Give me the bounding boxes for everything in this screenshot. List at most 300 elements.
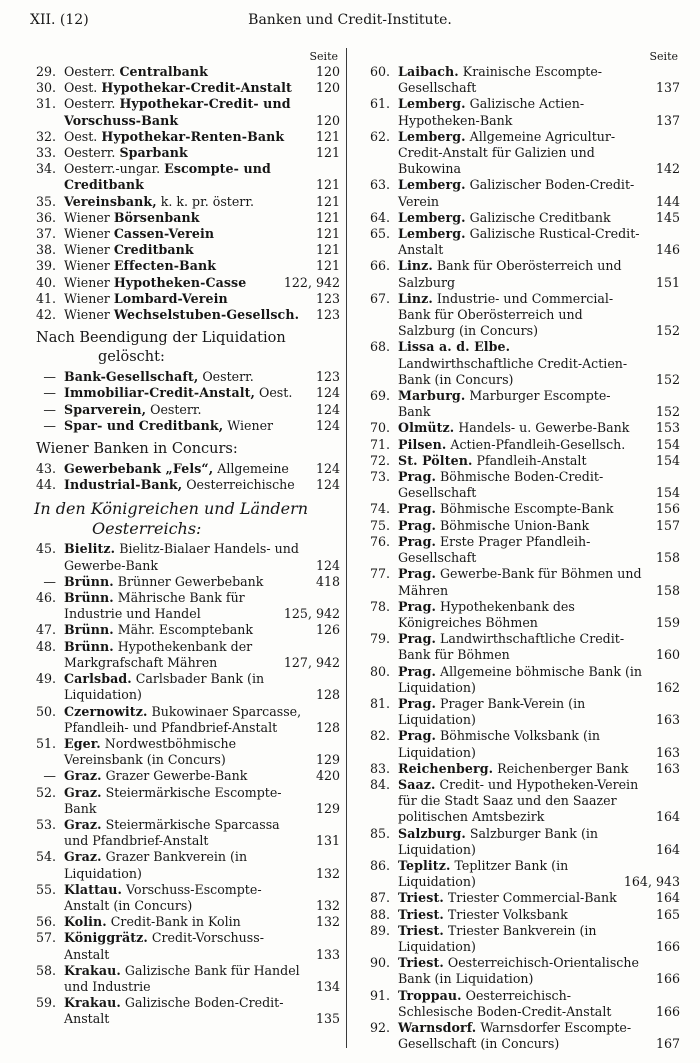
entry-description: Krainische Escompte-Gesellschaft [398,64,603,96]
entry-page-ref: 120 [315,80,340,96]
entry-text [64,161,302,193]
index-entry [358,826,680,858]
entry-page-ref: 121 [315,242,340,258]
entry-name: Creditbank [113,242,194,258]
section-heading-concurs: Wiener Banken in Concurs: [36,441,238,458]
index-entry [358,420,680,436]
entry-text [398,258,642,290]
entry-name: Prag. [398,598,436,614]
entry-page-ref: 151 [655,274,680,290]
entry-text [64,914,302,930]
entry-page-ref: 133 [315,946,340,962]
entry-number: 54. [35,849,56,865]
entry-page-ref: 121 [315,209,340,225]
entry-number: 39. [35,258,56,274]
entry-number: 34. [35,161,56,177]
entry-page-ref: 132 [315,865,340,881]
index-entry [24,914,340,930]
entry-number: 36. [35,209,56,225]
entry-number: 58. [35,962,56,978]
index-entry [24,258,340,274]
entry-page-ref: 162 [655,679,680,695]
index-entry [358,291,680,340]
entry-name: Teplitz. [398,857,451,873]
entry-name: Hypotheken-Casse [113,274,247,290]
index-entry [24,242,340,258]
entry-page-ref: 158 [655,550,680,566]
entry-text [398,664,642,696]
index-entry [24,785,340,817]
index-entry [358,129,680,178]
entry-text [398,599,642,631]
entry-text [398,210,642,226]
index-entry [358,177,680,209]
entry-text [64,385,302,401]
entry-number: 67. [369,290,390,306]
entry-number: 48. [35,638,56,654]
left-column [24,50,340,1028]
entry-description: Erste Prager Pfandleih-Gesellschaft [398,533,591,566]
entry-name: Czernowitz. [64,703,148,719]
index-entry [358,534,680,566]
entry-text [64,671,302,703]
index-entry [358,890,680,906]
entry-name: Olmütz. [398,420,455,436]
entry-number: 68. [369,339,390,355]
index-entry [358,226,680,258]
entry-number: 57. [35,930,56,946]
entry-description: Steiermärkische Sparcassa und Pfandbrief-Anstalt [64,816,280,849]
entry-text [398,631,642,663]
entry-prefix: Wiener [64,258,110,274]
entry-text [64,930,302,962]
index-entry [24,930,340,962]
entry-page-ref: 144 [655,193,680,209]
seite-label: Seite [309,50,338,63]
index-entry [24,96,340,128]
entry-page-ref: 127, 942 [283,654,340,670]
index-entry [358,388,680,420]
entry-text [64,736,302,768]
entry-prefix: Oesterr. [64,64,116,79]
entry-text [398,826,642,858]
entry-prefix: Wiener [64,209,110,225]
entry-text [398,518,642,534]
entry-name: Bielitz. [64,541,116,557]
index-entry [24,194,340,210]
entry-page-ref: 128 [315,687,340,703]
entry-prefix: Oest. [64,128,98,144]
entry-number: 30. [35,80,56,96]
entry-text [398,420,642,436]
entry-name: Graz. [64,784,102,800]
entry-name: Cassen-Verein [113,226,215,242]
entry-page-ref: 164 [655,809,680,825]
entry-name: Pilsen. [398,436,447,452]
entry-name: Sparverein, [64,401,147,417]
entry-text [398,858,614,890]
entry-name: Vereinsbank, [64,193,157,209]
index-entry [24,768,340,784]
entry-description: Landwirthschaftliche Credit-Actien-Bank (in Concurs) [398,355,628,387]
entry-description: Warnsdorfer Escompte-Gesellschaft (in Concurs) [398,1019,632,1052]
entry-description: Böhmische Boden-Credit-Gesellschaft [398,469,604,501]
entry-name: Brünn. [64,638,114,654]
index-entry [358,339,680,388]
entry-text [64,291,302,307]
entry-text [398,728,642,760]
entry-description: Landwirthschaftliche Credit-Bank für Böhmen [398,631,625,663]
entry-description: Allgemeine böhmische Bank (in Liquidation) [398,663,643,695]
entry-text [398,177,642,209]
entry-page-ref: 132 [315,914,340,930]
entry-number: 46. [35,590,56,606]
entry-text [64,590,274,622]
entry-list-a [24,64,340,323]
entry-name: Saaz. [398,776,436,792]
entry-text [64,768,302,784]
entry-number: — [43,768,56,784]
index-entry [358,258,680,290]
entry-number: 60. [369,64,390,79]
index-entry [358,988,680,1020]
entry-description: Reichenberger Bank [497,760,629,776]
index-entry [358,777,680,826]
entry-page-ref: 134 [315,978,340,994]
entry-name: Graz. [64,816,102,832]
entry-text [64,963,302,995]
entry-number: 73. [369,469,390,485]
entry-page-ref: 121 [315,258,340,274]
entry-name: Sparbank [119,145,188,161]
entry-description: Hypothekenbank der Markgrafschaft Mähren [64,638,253,670]
entry-name: Carlsbad. [64,671,132,687]
index-entry [24,849,340,881]
entry-page-ref: 153 [655,420,680,436]
entry-number: 51. [35,735,56,751]
entry-description: Mähr. Escomptebank [117,622,254,638]
entry-name: Effecten-Bank [113,258,217,274]
entry-text [398,955,642,987]
entry-prefix: Oesterr. [64,145,116,161]
index-entry [358,761,680,777]
entry-page-ref: 163 [655,712,680,728]
index-entry [358,599,680,631]
entry-description: Galizische Actien-Hypotheken-Bank [398,96,585,128]
entry-name: Warnsdorf. [398,1019,477,1035]
entry-page-ref: 131 [315,833,340,849]
index-entry [358,210,680,226]
entry-name: Prag. [398,631,436,647]
entry-prefix: Oesterr.-ungar. [64,161,161,177]
entry-number: 92. [369,1019,390,1035]
entry-description: Allgemeine Agricultur-Credit-Anstalt für Galizien und Bukowina [398,128,616,177]
entry-page-ref: 137 [655,112,680,128]
entry-page-ref: 159 [655,614,680,630]
entry-name: Börsenbank [113,209,200,225]
entry-name: Reichenberg. [398,760,494,776]
entry-description: Galizische Creditbank [469,209,611,225]
entry-number: 72. [369,452,390,468]
entry-page-ref: 152 [655,371,680,387]
entry-page-ref: 121 [315,128,340,144]
entry-description: Oesterreichische [186,477,295,493]
entry-text [64,80,302,96]
entry-number: 55. [35,881,56,897]
entry-number: 53. [35,816,56,832]
entry-name: Salzburg. [398,825,466,841]
entry-page-ref: 156 [655,501,680,517]
entry-number: 69. [369,388,390,404]
entry-text [398,907,642,923]
index-entry [24,385,340,401]
entry-description: Oesterr. [150,401,202,417]
entry-name: Prag. [398,663,436,679]
entry-page-ref: 121 [315,193,340,209]
entry-name: Hypothekar-Credit-Anstalt [101,80,292,96]
entry-number: 61. [369,96,390,112]
index-entry [24,817,340,849]
entry-page-ref: 121 [315,177,340,193]
entry-description: Credit-Bank in Kolin [110,914,241,930]
entry-page-ref: 135 [315,1011,340,1027]
entry-page-ref: 154 [655,485,680,501]
index-entry [358,437,680,453]
entry-description: Allgemeine [217,461,289,477]
entry-text [64,704,302,736]
entry-description: Vorschuss-Escompte-Anstalt (in Concurs) [64,881,262,913]
entry-page-ref: 154 [655,436,680,452]
entry-page-ref: 120 [315,64,340,79]
entry-page-ref: 420 [315,768,340,784]
entry-number: 87. [369,890,390,906]
index-entry [358,728,680,760]
page-header [30,10,670,34]
entry-number: 86. [369,857,390,873]
entry-text [64,882,302,914]
entry-name: Brünn. [64,573,114,589]
entry-page-ref: 129 [315,800,340,816]
entry-text [398,777,642,826]
index-entry [358,858,680,890]
entry-text [64,477,302,493]
entry-text [398,388,642,420]
entry-description: Salzburger Bank (in Liquidation) [398,825,598,857]
entry-list-b [24,369,340,434]
entry-number: 91. [369,987,390,1003]
index-entry [24,129,340,145]
entry-text [64,849,302,881]
entry-description: Böhmische Volksbank (in Liquidation) [398,728,600,760]
entry-name: Laibach. [398,64,459,79]
entry-number: 32. [35,128,56,144]
entry-name: Brünn. [64,622,114,638]
entry-name: Königgrätz. [64,930,148,946]
entry-text [398,226,642,258]
index-entry [24,418,340,434]
entry-page-ref: 158 [655,582,680,598]
entry-number: 31. [35,96,56,112]
index-entry [24,161,340,193]
entry-name: Brünn. [64,590,114,606]
entry-number: 64. [369,209,390,225]
entry-description: Galizische Bank für Handel und Industrie [64,962,300,994]
entry-description: Triester Bankverein (in Liquidation) [398,922,597,954]
entry-page-ref: 418 [315,573,340,589]
entry-description: Grazer Gewerbe-Bank [105,768,248,784]
index-entry [358,955,680,987]
entry-description: Carlsbader Bank (in Liquidation) [64,671,265,703]
entry-text [398,469,642,501]
index-entry [24,275,340,291]
entry-name: Prag. [398,566,436,582]
entry-page-ref: 121 [315,145,340,161]
entry-name: Prag. [398,695,436,711]
entry-text [64,461,302,477]
entry-number: 85. [369,825,390,841]
entry-page-ref: 121 [315,226,340,242]
entry-page-ref: 132 [315,897,340,913]
entry-number: 43. [35,461,56,477]
entry-name: Spar- und Creditbank, [64,417,224,433]
index-entry [358,566,680,598]
entry-description: Oesterreichisch-Orientalische Bank (in Liquidation) [398,955,639,987]
index-entry [24,477,340,493]
entry-page-ref: 164 [655,890,680,906]
column-divider [346,48,347,1048]
entry-text [398,923,642,955]
entry-name: Immobiliar-Credit-Anstalt, [64,385,256,401]
entry-description: Prager Bank-Verein (in Liquidation) [398,695,586,728]
entry-text [398,566,642,598]
entry-number: 40. [35,274,56,290]
entry-text [64,96,302,128]
entry-text [64,242,302,258]
entry-name: Linz. [398,258,433,274]
entry-description: Triester Volksbank [447,906,568,922]
index-entry [24,882,340,914]
entry-name: Escompte- und Creditbank [64,161,271,193]
index-entry [358,501,680,517]
entry-description: Handels- u. Gewerbe-Bank [458,420,630,436]
entry-description: Grazer Bankverein (in Liquidation) [64,849,248,881]
index-entry [358,664,680,696]
entry-number: 89. [369,922,390,938]
entry-number: 66. [369,258,390,274]
entry-number: — [43,369,56,385]
entry-text [398,890,642,906]
entry-prefix: Wiener [64,242,110,258]
section-heading-koenigreiche: In den Königreichen und Ländern Oesterreichs: [34,499,309,539]
entry-text [64,574,302,590]
entry-number: 82. [369,728,390,744]
entry-text [64,275,274,291]
entry-description: Nordwestböhmische Vereinsbank (in Concurs) [64,735,237,768]
entry-number: 49. [35,671,56,687]
index-entry [24,226,340,242]
entry-description: k. k. pr. österr. [160,193,254,209]
entry-description: Pfandleih-Anstalt [476,452,587,468]
entry-number: 65. [369,226,390,242]
entry-page-ref: 123 [315,290,340,306]
entry-number: 81. [369,695,390,711]
index-entry [358,923,680,955]
entry-list-d [24,541,340,1027]
entry-page-ref: 154 [655,452,680,468]
entry-list-right [358,64,680,1052]
index-entry [24,541,340,573]
entry-description: Industrie- und Commercial-Bank für Oberösterreich und Salzburg (in Concurs) [398,290,614,339]
entry-number: 41. [35,290,56,306]
entry-name: Lombard-Verein [113,290,228,306]
entry-text [398,437,642,453]
entry-description: Böhmische Escompte-Bank [439,501,614,517]
index-entry [24,639,340,671]
entry-number: 83. [369,760,390,776]
index-entry [24,590,340,622]
entry-page-ref: 166 [655,971,680,987]
entry-text [64,369,302,385]
entry-page-ref: 124 [315,385,340,401]
entry-prefix: Oest. [64,80,98,96]
index-entry [358,64,680,96]
entry-text [398,1020,642,1052]
index-entry [24,963,340,995]
index-entry [358,469,680,501]
entry-description: Galizischer Boden-Credit-Verein [398,177,635,209]
entry-number: 75. [369,517,390,533]
entry-name: Bank-Gesellschaft, [64,369,199,385]
entry-name: Centralbank [119,64,208,79]
entry-description: Hypothekenbank des Königreiches Böhmen [398,598,575,630]
entry-description: Oest. [259,385,293,401]
entry-description: Steiermärkische Escompte-Bank [64,784,282,816]
entry-page-ref: 124 [315,401,340,417]
entry-prefix: Oesterr. [64,96,116,112]
entry-name: Prag. [398,501,436,517]
entry-list-c [24,461,340,493]
entry-page-ref: 164, 943 [623,874,680,890]
entry-text [64,145,302,161]
entry-page-ref: 160 [655,647,680,663]
entry-name: Triest. [398,906,444,922]
entry-description: Böhmische Union-Bank [439,517,590,533]
page-number: XII. (12) [30,12,89,28]
entry-description: Teplitzer Bank (in Liquidation) [398,857,569,890]
entry-page-ref: 163 [655,744,680,760]
entry-page-ref: 123 [315,307,340,323]
entry-description: Marburger Escompte-Bank [398,388,611,420]
entry-text [64,307,302,323]
entry-number: 77. [369,566,390,582]
entry-page-ref: 152 [655,323,680,339]
entry-text [64,402,302,418]
entry-text [398,291,642,340]
entry-name: Lemberg. [398,226,466,242]
index-entry [358,96,680,128]
entry-number: 76. [369,533,390,549]
entry-number: 35. [35,193,56,209]
entry-number: 45. [35,541,56,557]
entry-name: Triest. [398,955,444,971]
entry-name: Prag. [398,728,436,744]
entry-name: Hypothekar-Renten-Bank [101,128,285,144]
entry-name: Linz. [398,290,433,306]
entry-number: 84. [369,776,390,792]
entry-text [64,418,302,434]
entry-text [64,258,302,274]
entry-text [398,129,642,178]
